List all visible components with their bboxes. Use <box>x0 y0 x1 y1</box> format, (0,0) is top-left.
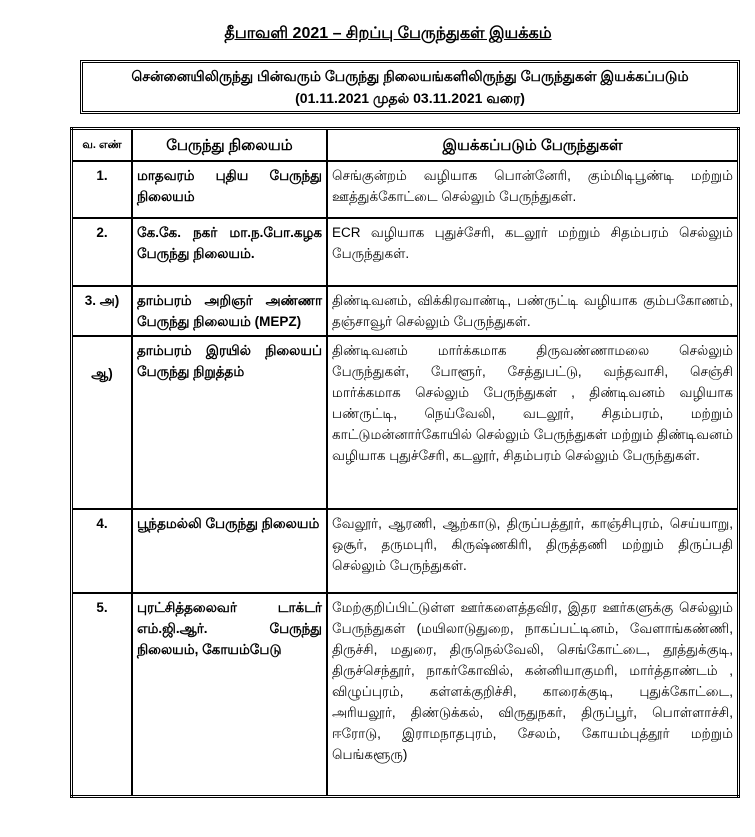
subtitle-line: சென்னையிலிருந்து பின்வரும் பேருந்து நிலையங்களிலிருந்து பேருந்துகள் இயக்கப்படும் <box>131 68 689 84</box>
serial-number: 1. <box>72 161 133 218</box>
station-name: மாதவரம் புதிய பேருந்து நிலையம் <box>132 161 327 218</box>
station-name: தாம்பரம் இரயில் நிலையப் பேருந்து நிறுத்தம் <box>132 336 327 509</box>
station-name: தாம்பரம் அறிஞர் அண்ணா பேருந்து நிலையம் (MEPZ) <box>132 286 327 336</box>
date-range: (01.11.2021 முதல் 03.11.2021 வரை) <box>295 90 525 106</box>
serial-number: 5. <box>72 593 133 796</box>
bus-routes: மேற்குறிப்பிட்டுள்ள ஊர்களைத்தவிர, இதர ஊர்களுக்கு செல்லும் பேருந்துகள் (மயிலாடுதுறை, நாகப்பட்டினம், வேளாங்கண்ணி, திருச்சி, மதுரை, திருநெல்வேலி, செங்கோட்டை, தூத்துக்குடி, திருச்செந்தூர், நாகர்கோவில், கன்னியாகுமரி, மார்த்தாண்டம் , விழுப்புரம், கள்ளக்குறிச்சி, காரைக்குடி, புதுக்கோட்டை, அரியலூர், திண்டுக்கல், விருதுநகர், திருப்பூர், பொள்ளாச்சி, ஈரோடு, இராமநாதபுரம், சேலம், கோயம்புத்தூர் மற்றும் பெங்களூரு) <box>327 593 739 796</box>
station-name: பூந்தமல்லி பேருந்து நிலையம் <box>132 509 327 593</box>
serial-number: 2. <box>72 218 133 286</box>
header-serial: வ. எண் <box>72 129 133 162</box>
serial-number: ஆ) <box>72 336 133 509</box>
station-name: புரட்சித்தலைவர் டாக்டர் எம்.ஜி.ஆர். பேருந்து நிலையம், கோயம்பேடு <box>132 593 327 796</box>
header-station: பேருந்து நிலையம் <box>132 129 327 162</box>
table-row <box>72 593 739 796</box>
serial-number: 4. <box>72 509 133 593</box>
table-row <box>72 218 739 286</box>
bus-routes: வேலூர், ஆரணி, ஆற்காடு, திருப்பத்தூர், காஞ்சிபுரம், செய்யாறு, ஒசூர், தருமபுரி, கிருஷ்ணகிரி, திருத்தணி மற்றும் திருப்பதி செல்லும் பேருந்துகள். <box>327 509 739 593</box>
bus-routes: திண்டிவனம், விக்கிரவாண்டி, பண்ருட்டி வழியாக கும்பகோணம், தஞ்சாவூர் செல்லும் பேருந்துகள். <box>327 286 739 336</box>
table-header-row <box>72 129 739 162</box>
table-row <box>72 161 739 218</box>
subtitle-box <box>80 60 740 114</box>
document-title: தீபாவளி 2021 – சிறப்பு பேருந்துகள் இயக்கம் <box>224 25 552 42</box>
bus-routes: திண்டிவனம் மார்க்கமாக திருவண்ணாமலை செல்லும் பேருந்துகள், போளூர், சேத்துபட்டு, வந்தவாசி, செஞ்சி மார்க்கமாக செல்லும் பேருந்துகள் , திண்டிவனம் வழியாக பண்ருட்டி, நெய்வேலி, வடலூர், சிதம்பரம், மற்றும் காட்டுமன்னார்கோயில் செல்லும் பேருந்துகள் மற்றும் திண்டிவனம் வழியாக புதுச்சேரி, கடலூர், சிதம்பரம் செல்லும் பேருந்துகள். <box>327 336 739 509</box>
table-row <box>72 286 739 336</box>
bus-routes: செங்குன்றம் வழியாக பொன்னேரி, கும்மிடிபூண்டி மற்றும் ஊத்துக்கோட்டை செல்லும் பேருந்துகள். <box>327 161 739 218</box>
station-name: கே.கே. நகர் மா.ந.போ.கழக பேருந்து நிலையம். <box>132 218 327 286</box>
serial-number: 3. அ) <box>72 286 133 336</box>
table-row <box>72 336 739 509</box>
bus-routes: ECR வழியாக புதுச்சேரி, கடலூர் மற்றும் சிதம்பரம் செல்லும் பேருந்துகள். <box>327 218 739 286</box>
header-buses: இயக்கப்படும் பேருந்துகள் <box>327 129 739 162</box>
bus-schedule-table <box>70 127 740 798</box>
table-row <box>72 509 739 593</box>
